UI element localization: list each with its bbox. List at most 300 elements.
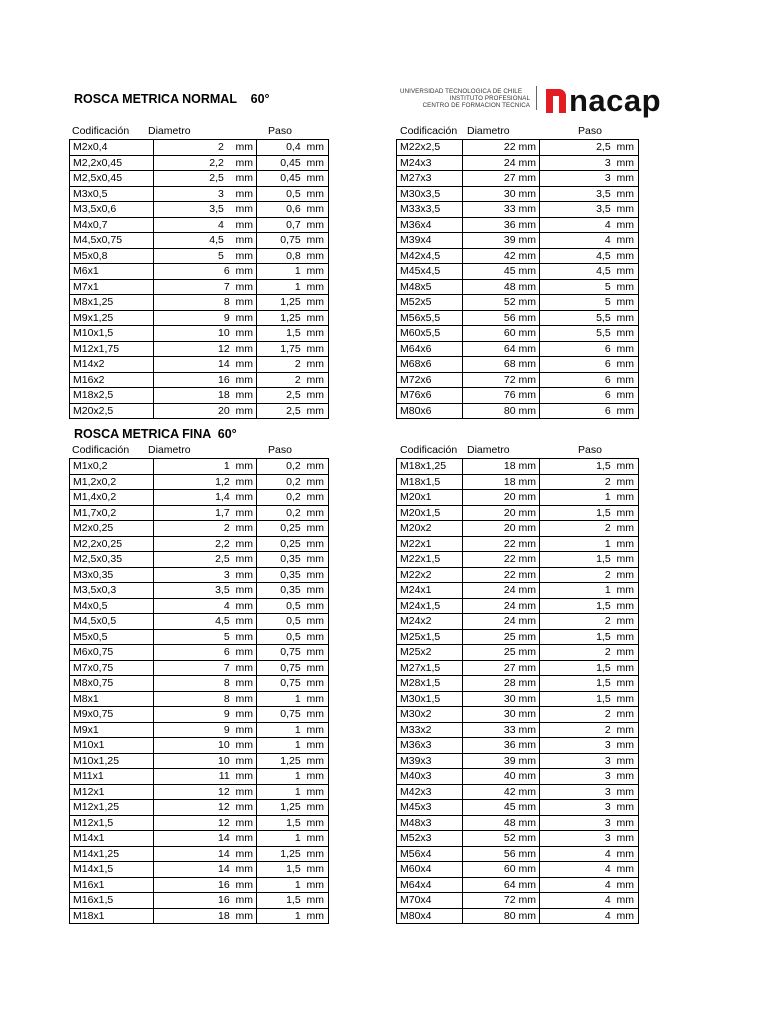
table-row — [70, 552, 329, 568]
pitch-cell: 3 mm — [540, 738, 639, 754]
header-cod-fina-right: Codificación — [400, 444, 458, 456]
pitch-cell: 3,5 mm — [540, 186, 639, 202]
diameter-cell: 2 mm — [154, 140, 257, 156]
table-row — [70, 140, 329, 156]
diameter-cell: 1 mm — [154, 459, 257, 475]
table-row — [397, 171, 639, 187]
table-row — [397, 233, 639, 249]
pitch-cell: 0,75 mm — [257, 233, 329, 249]
table-row — [397, 598, 639, 614]
pitch-cell: 0,75 mm — [257, 660, 329, 676]
table-row — [397, 645, 639, 661]
thread-code-cell: M18x1 — [70, 908, 154, 924]
thread-code-cell: M6x0,75 — [70, 645, 154, 661]
diameter-cell: 24 mm — [463, 598, 540, 614]
pitch-cell: 2 mm — [540, 567, 639, 583]
table-row — [397, 341, 639, 357]
thread-code-cell: M12x1 — [70, 784, 154, 800]
table-row — [70, 769, 329, 785]
pitch-cell: 2 mm — [540, 521, 639, 537]
pitch-cell: 2 mm — [540, 722, 639, 738]
pitch-cell: 1 mm — [257, 264, 329, 280]
pitch-cell: 4 mm — [540, 877, 639, 893]
table-row — [397, 155, 639, 171]
diameter-cell: 3,5 mm — [154, 583, 257, 599]
table-row — [397, 310, 639, 326]
diameter-cell: 4 mm — [154, 217, 257, 233]
pitch-cell: 1,5 mm — [257, 862, 329, 878]
table-row — [70, 629, 329, 645]
diameter-cell: 11 mm — [154, 769, 257, 785]
thread-code-cell: M56x4 — [397, 846, 463, 862]
diameter-cell: 80 mm — [463, 908, 540, 924]
thread-code-cell: M64x6 — [397, 341, 463, 357]
thread-code-cell: M9x1 — [70, 722, 154, 738]
diameter-cell: 4,5 mm — [154, 614, 257, 630]
institution-text — [400, 88, 530, 109]
pitch-cell: 5 mm — [540, 295, 639, 311]
thread-code-cell: M16x1,5 — [70, 893, 154, 909]
title-fina: ROSCA METRICA FINA 60° — [74, 427, 237, 441]
pitch-cell: 2 mm — [540, 474, 639, 490]
table-row — [70, 614, 329, 630]
table-row — [70, 738, 329, 754]
diameter-cell: 6 mm — [154, 264, 257, 280]
thread-code-cell: M80x6 — [397, 403, 463, 419]
thread-code-cell: M12x1,75 — [70, 341, 154, 357]
table-row — [70, 279, 329, 295]
table-row — [397, 800, 639, 816]
pitch-cell: 1,5 mm — [540, 676, 639, 692]
diameter-cell: 10 mm — [154, 753, 257, 769]
diameter-cell: 36 mm — [463, 217, 540, 233]
pitch-cell: 1 mm — [257, 831, 329, 847]
diameter-cell: 2,5 mm — [154, 171, 257, 187]
thread-code-cell: M48x5 — [397, 279, 463, 295]
diameter-cell: 9 mm — [154, 722, 257, 738]
table-row — [397, 202, 639, 218]
pitch-cell: 4,5 mm — [540, 248, 639, 264]
thread-code-cell: M8x1 — [70, 691, 154, 707]
table-row — [70, 310, 329, 326]
pitch-cell: 1 mm — [540, 490, 639, 506]
table-row — [70, 707, 329, 723]
table-row — [397, 388, 639, 404]
logo-divider — [536, 86, 537, 110]
thread-code-cell: M56x5,5 — [397, 310, 463, 326]
thread-code-cell: M2x0,4 — [70, 140, 154, 156]
thread-code-cell: M45x3 — [397, 800, 463, 816]
thread-code-cell: M48x3 — [397, 815, 463, 831]
pitch-cell: 3 mm — [540, 815, 639, 831]
thread-code-cell: M1,4x0,2 — [70, 490, 154, 506]
table-row — [397, 629, 639, 645]
pitch-cell: 3 mm — [540, 800, 639, 816]
table-row — [70, 893, 329, 909]
table-row — [397, 738, 639, 754]
diameter-cell: 2 mm — [154, 521, 257, 537]
pitch-cell: 3 mm — [540, 831, 639, 847]
pitch-cell: 1,5 mm — [540, 691, 639, 707]
diameter-cell: 12 mm — [154, 341, 257, 357]
diameter-cell: 14 mm — [154, 357, 257, 373]
pitch-cell: 6 mm — [540, 372, 639, 388]
table-row — [397, 691, 639, 707]
table-row — [70, 264, 329, 280]
diameter-cell: 24 mm — [463, 583, 540, 599]
pitch-cell: 4 mm — [540, 908, 639, 924]
table-row — [70, 202, 329, 218]
table-row — [70, 459, 329, 475]
pitch-cell: 0,45 mm — [257, 155, 329, 171]
thread-code-cell: M22x2,5 — [397, 140, 463, 156]
diameter-cell: 36 mm — [463, 738, 540, 754]
header-cod-normal-left: Codificación — [72, 125, 130, 137]
diameter-cell: 20 mm — [463, 505, 540, 521]
diameter-cell: 14 mm — [154, 862, 257, 878]
table-row — [70, 722, 329, 738]
diameter-cell: 1,4 mm — [154, 490, 257, 506]
table-row — [397, 769, 639, 785]
thread-code-cell: M3x0,5 — [70, 186, 154, 202]
table-row — [397, 474, 639, 490]
thread-code-cell: M14x2 — [70, 357, 154, 373]
table-row — [70, 567, 329, 583]
pitch-cell: 1,25 mm — [257, 310, 329, 326]
table-row — [397, 372, 639, 388]
table-row — [70, 784, 329, 800]
pitch-cell: 4 mm — [540, 893, 639, 909]
thread-code-cell: M7x0,75 — [70, 660, 154, 676]
table-row — [70, 341, 329, 357]
title-normal: ROSCA METRICA NORMAL 60° — [74, 92, 270, 106]
header-paso-normal-left: Paso — [268, 125, 292, 137]
diameter-cell: 2,2 mm — [154, 155, 257, 171]
pitch-cell: 1 mm — [257, 691, 329, 707]
diameter-cell: 80 mm — [463, 403, 540, 419]
header-diam-normal-right: Diametro — [467, 125, 510, 137]
thread-code-cell: M20x1 — [397, 490, 463, 506]
diameter-cell: 68 mm — [463, 357, 540, 373]
diameter-cell: 16 mm — [154, 877, 257, 893]
pitch-cell: 0,5 mm — [257, 186, 329, 202]
thread-code-cell: M4x0,7 — [70, 217, 154, 233]
thread-code-cell: M60x4 — [397, 862, 463, 878]
pitch-cell: 3,5 mm — [540, 202, 639, 218]
diameter-cell: 7 mm — [154, 279, 257, 295]
thread-code-cell: M16x2 — [70, 372, 154, 388]
diameter-cell: 6 mm — [154, 645, 257, 661]
table-row — [397, 660, 639, 676]
pitch-cell: 2 mm — [257, 357, 329, 373]
table-row — [397, 567, 639, 583]
table-row — [70, 505, 329, 521]
diameter-cell: 48 mm — [463, 279, 540, 295]
pitch-cell: 1 mm — [257, 279, 329, 295]
pitch-cell: 1,5 mm — [257, 815, 329, 831]
pitch-cell: 0,35 mm — [257, 567, 329, 583]
thread-code-cell: M11x1 — [70, 769, 154, 785]
pitch-cell: 1 mm — [257, 722, 329, 738]
pitch-cell: 6 mm — [540, 388, 639, 404]
diameter-cell: 4,5 mm — [154, 233, 257, 249]
diameter-cell: 76 mm — [463, 388, 540, 404]
thread-code-cell: M2x0,25 — [70, 521, 154, 537]
table-row — [397, 357, 639, 373]
thread-code-cell: M4x0,5 — [70, 598, 154, 614]
table-row — [70, 295, 329, 311]
diameter-cell: 8 mm — [154, 295, 257, 311]
table-row — [397, 459, 639, 475]
diameter-cell: 22 mm — [463, 552, 540, 568]
table-row — [397, 505, 639, 521]
thread-code-cell: M42x4,5 — [397, 248, 463, 264]
thread-code-cell: M52x3 — [397, 831, 463, 847]
table-row — [397, 815, 639, 831]
table-row — [70, 831, 329, 847]
table-row — [70, 815, 329, 831]
diameter-cell: 28 mm — [463, 676, 540, 692]
pitch-cell: 1,5 mm — [257, 326, 329, 342]
diameter-cell: 60 mm — [463, 326, 540, 342]
diameter-cell: 16 mm — [154, 893, 257, 909]
pitch-cell: 2,5 mm — [257, 403, 329, 419]
diameter-cell: 4 mm — [154, 598, 257, 614]
pitch-cell: 3 mm — [540, 784, 639, 800]
thread-code-cell: M8x1,25 — [70, 295, 154, 311]
table-row — [70, 521, 329, 537]
table-normal-right — [396, 139, 639, 419]
thread-code-cell: M42x3 — [397, 784, 463, 800]
table-row — [70, 357, 329, 373]
pitch-cell: 2 mm — [257, 372, 329, 388]
table-row — [70, 862, 329, 878]
diameter-cell: 20 mm — [463, 490, 540, 506]
table-row — [397, 614, 639, 630]
thread-code-cell: M30x2 — [397, 707, 463, 723]
pitch-cell: 1,75 mm — [257, 341, 329, 357]
thread-code-cell: M72x6 — [397, 372, 463, 388]
thread-code-cell: M18x2,5 — [70, 388, 154, 404]
diameter-cell: 30 mm — [463, 186, 540, 202]
table-row — [397, 186, 639, 202]
table-row — [397, 583, 639, 599]
diameter-cell: 45 mm — [463, 800, 540, 816]
table-row — [70, 877, 329, 893]
thread-code-cell: M52x5 — [397, 295, 463, 311]
header-paso-fina-left: Paso — [268, 444, 292, 456]
diameter-cell: 42 mm — [463, 784, 540, 800]
pitch-cell: 0,5 mm — [257, 598, 329, 614]
table-row — [397, 279, 639, 295]
diameter-cell: 5 mm — [154, 629, 257, 645]
diameter-cell: 18 mm — [154, 388, 257, 404]
pitch-cell: 4 mm — [540, 862, 639, 878]
pitch-cell: 0,35 mm — [257, 552, 329, 568]
pitch-cell: 6 mm — [540, 341, 639, 357]
pitch-cell: 1 mm — [540, 536, 639, 552]
diameter-cell: 39 mm — [463, 233, 540, 249]
thread-code-cell: M24x3 — [397, 155, 463, 171]
pitch-cell: 1,5 mm — [540, 598, 639, 614]
header-diam-fina-left: Diametro — [148, 444, 191, 456]
table-row — [397, 722, 639, 738]
thread-code-cell: M3,5x0,6 — [70, 202, 154, 218]
diameter-cell: 60 mm — [463, 862, 540, 878]
pitch-cell: 6 mm — [540, 403, 639, 419]
diameter-cell: 48 mm — [463, 815, 540, 831]
table-row — [397, 490, 639, 506]
thread-code-cell: M16x1 — [70, 877, 154, 893]
diameter-cell: 14 mm — [154, 831, 257, 847]
diameter-cell: 24 mm — [463, 614, 540, 630]
table-row — [70, 155, 329, 171]
pitch-cell: 0,7 mm — [257, 217, 329, 233]
thread-code-cell: M2,5x0,45 — [70, 171, 154, 187]
thread-code-cell: M18x1,25 — [397, 459, 463, 475]
diameter-cell: 3,5 mm — [154, 202, 257, 218]
thread-code-cell: M7x1 — [70, 279, 154, 295]
diameter-cell: 2,5 mm — [154, 552, 257, 568]
table-row — [70, 171, 329, 187]
diameter-cell: 22 mm — [463, 567, 540, 583]
thread-code-cell: M64x4 — [397, 877, 463, 893]
diameter-cell: 52 mm — [463, 831, 540, 847]
diameter-cell: 2,2 mm — [154, 536, 257, 552]
table-row — [397, 536, 639, 552]
diameter-cell: 25 mm — [463, 645, 540, 661]
diameter-cell: 30 mm — [463, 691, 540, 707]
pitch-cell: 1,25 mm — [257, 800, 329, 816]
pitch-cell: 1,5 mm — [540, 459, 639, 475]
table-fina-left — [69, 458, 329, 924]
pitch-cell: 1 mm — [257, 784, 329, 800]
header-paso-fina-right: Paso — [578, 444, 602, 456]
thread-code-cell: M25x2 — [397, 645, 463, 661]
diameter-cell: 72 mm — [463, 893, 540, 909]
pitch-cell: 0,2 mm — [257, 490, 329, 506]
pitch-cell: 4 mm — [540, 233, 639, 249]
thread-code-cell: M20x2 — [397, 521, 463, 537]
table-row — [397, 521, 639, 537]
diameter-cell: 22 mm — [463, 140, 540, 156]
thread-code-cell: M5x0,8 — [70, 248, 154, 264]
thread-code-cell: M24x2 — [397, 614, 463, 630]
pitch-cell: 0,25 mm — [257, 521, 329, 537]
thread-code-cell: M33x2 — [397, 722, 463, 738]
pitch-cell: 5 mm — [540, 279, 639, 295]
thread-code-cell: M80x4 — [397, 908, 463, 924]
inacap-logo-word: nacap — [569, 83, 662, 118]
diameter-cell: 30 mm — [463, 707, 540, 723]
pitch-cell: 0,8 mm — [257, 248, 329, 264]
inacap-logo — [546, 84, 661, 118]
institution-line-1: UNIVERSIDAD TECNOLOGICA DE CHILE — [400, 88, 523, 95]
table-row — [70, 908, 329, 924]
pitch-cell: 5,5 mm — [540, 310, 639, 326]
pitch-cell: 0,45 mm — [257, 171, 329, 187]
pitch-cell: 0,75 mm — [257, 676, 329, 692]
pitch-cell: 1,25 mm — [257, 295, 329, 311]
pitch-cell: 1 mm — [257, 769, 329, 785]
table-row — [70, 660, 329, 676]
diameter-cell: 20 mm — [463, 521, 540, 537]
diameter-cell: 40 mm — [463, 769, 540, 785]
table-row — [70, 186, 329, 202]
pitch-cell: 1,5 mm — [540, 629, 639, 645]
pitch-cell: 4,5 mm — [540, 264, 639, 280]
thread-code-cell: M27x1,5 — [397, 660, 463, 676]
diameter-cell: 12 mm — [154, 815, 257, 831]
thread-code-cell: M40x3 — [397, 769, 463, 785]
pitch-cell: 0,35 mm — [257, 583, 329, 599]
diameter-cell: 20 mm — [154, 403, 257, 419]
diameter-cell: 3 mm — [154, 186, 257, 202]
pitch-cell: 3 mm — [540, 155, 639, 171]
pitch-cell: 1,5 mm — [540, 660, 639, 676]
table-row — [397, 753, 639, 769]
diameter-cell: 10 mm — [154, 738, 257, 754]
thread-code-cell: M39x4 — [397, 233, 463, 249]
diameter-cell: 3 mm — [154, 567, 257, 583]
diameter-cell: 18 mm — [463, 459, 540, 475]
table-row — [70, 583, 329, 599]
table-row — [70, 388, 329, 404]
thread-code-cell: M22x1,5 — [397, 552, 463, 568]
pitch-cell: 1,5 mm — [540, 505, 639, 521]
diameter-cell: 27 mm — [463, 171, 540, 187]
pitch-cell: 0,6 mm — [257, 202, 329, 218]
table-row — [397, 784, 639, 800]
pitch-cell: 1,5 mm — [540, 552, 639, 568]
thread-code-cell: M10x1,25 — [70, 753, 154, 769]
table-row — [397, 295, 639, 311]
thread-code-cell: M2,2x0,45 — [70, 155, 154, 171]
diameter-cell: 8 mm — [154, 676, 257, 692]
pitch-cell: 1,25 mm — [257, 846, 329, 862]
pitch-cell: 1 mm — [540, 583, 639, 599]
diameter-cell: 33 mm — [463, 722, 540, 738]
thread-code-cell: M30x1,5 — [397, 691, 463, 707]
table-row — [70, 233, 329, 249]
table-fina-right — [396, 458, 639, 924]
table-row — [70, 676, 329, 692]
diameter-cell: 24 mm — [463, 155, 540, 171]
thread-code-cell: M1x0,2 — [70, 459, 154, 475]
header-cod-fina-left: Codificación — [72, 444, 130, 456]
thread-code-cell: M39x3 — [397, 753, 463, 769]
thread-code-cell: M20x1,5 — [397, 505, 463, 521]
diameter-cell: 33 mm — [463, 202, 540, 218]
table-row — [70, 846, 329, 862]
table-row — [70, 403, 329, 419]
thread-code-cell: M68x6 — [397, 357, 463, 373]
pitch-cell: 1 mm — [257, 738, 329, 754]
pitch-cell: 0,4 mm — [257, 140, 329, 156]
thread-code-cell: M4,5x0,75 — [70, 233, 154, 249]
diameter-cell: 42 mm — [463, 248, 540, 264]
header-paso-normal-right: Paso — [578, 125, 602, 137]
table-row — [70, 691, 329, 707]
table-row — [397, 264, 639, 280]
table-row — [70, 645, 329, 661]
diameter-cell: 25 mm — [463, 629, 540, 645]
thread-code-cell: M25x1,5 — [397, 629, 463, 645]
institution-line-3: CENTRO DE FORMACION TECNICA — [422, 102, 530, 109]
diameter-cell: 1,2 mm — [154, 474, 257, 490]
pitch-cell: 5,5 mm — [540, 326, 639, 342]
thread-code-cell: M22x2 — [397, 567, 463, 583]
